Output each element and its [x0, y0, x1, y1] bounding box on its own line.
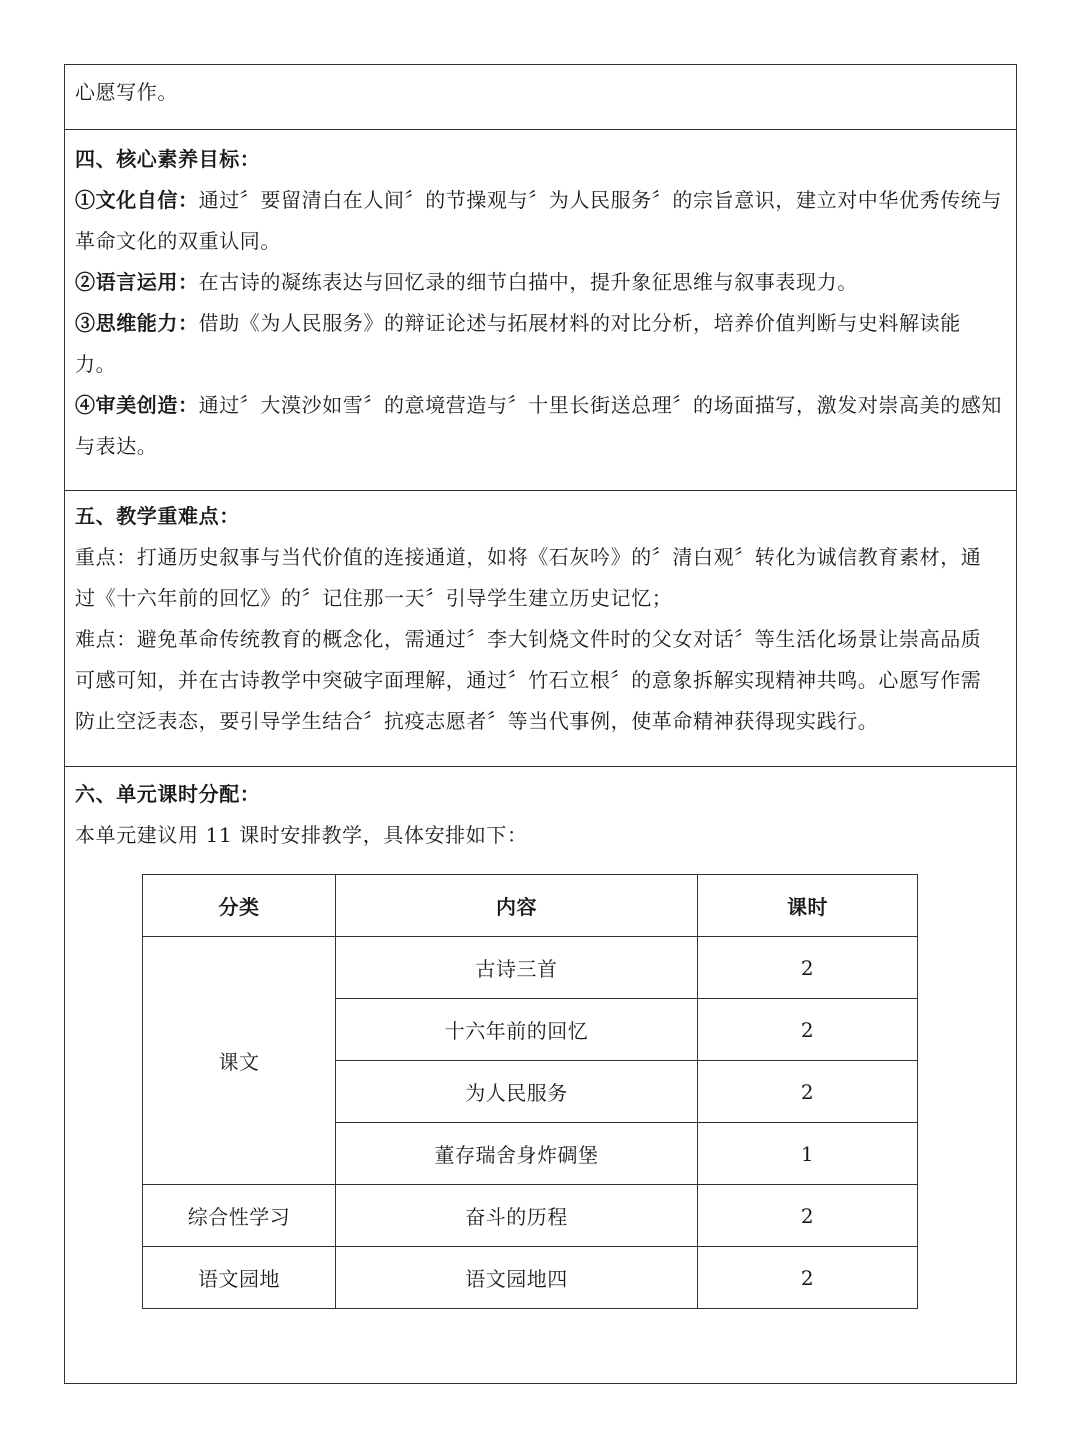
difficulty-line-2: 可感可知，并在古诗教学中突破字面理解，通过〞竹石立根〞的意象拆解实现精神共鸣。心愿写作需 — [75, 668, 982, 692]
goal-language: ②语言运用：在古诗的凝练表达与回忆录的细节白描中，提升象征思维与叙事表现力。 — [75, 270, 858, 294]
table-row — [143, 1247, 918, 1309]
table-row — [143, 1185, 918, 1247]
section-4 — [65, 130, 1016, 491]
header-content: 内容 — [336, 875, 698, 937]
section-5-heading: 五、教学重难点： — [75, 504, 240, 528]
hours-cell: 2 — [698, 999, 918, 1061]
section-4-heading: 四、核心素养目标： — [75, 147, 261, 171]
category-cell: 综合性学习 — [143, 1185, 336, 1247]
content-cell: 十六年前的回忆 — [336, 999, 698, 1061]
goal-culture: ①文化自信：通过〞要留清白在人间〞的节操观与〞为人民服务〞的宗旨意识，建立对中华优秀传统与 — [75, 188, 1003, 212]
goal-aesthetic-cont: 与表达。 — [75, 434, 158, 458]
section-6-intro: 本单元建议用 11 课时安排教学，具体安排如下： — [75, 823, 528, 847]
hours-cell: 1 — [698, 1123, 918, 1185]
content-cell: 董存瑞舍身炸碉堡 — [336, 1123, 698, 1185]
hours-cell: 2 — [698, 1061, 918, 1123]
table-row — [143, 937, 918, 999]
content-cell: 为人民服务 — [336, 1061, 698, 1123]
document-table — [64, 64, 1017, 1384]
table-header-row — [143, 875, 918, 937]
difficulty-line-3: 防止空泛表态，要引导学生结合〞抗疫志愿者〞等当代事例，使革命精神获得现实践行。 — [75, 709, 879, 733]
section-5 — [65, 491, 1016, 767]
section-6 — [65, 767, 1016, 1383]
goal-thinking-cont: 力。 — [75, 352, 117, 376]
category-cell: 语文园地 — [143, 1247, 336, 1309]
content-cell: 奋斗的历程 — [336, 1185, 698, 1247]
category-cell: 课文 — [143, 937, 336, 1185]
hours-cell: 2 — [698, 1247, 918, 1309]
content-cell: 语文园地四 — [336, 1247, 698, 1309]
key-point-line-2: 过《十六年前的回忆》的〞记住那一天〞引导学生建立历史记忆； — [75, 586, 673, 610]
hours-cell: 2 — [698, 1185, 918, 1247]
content-cell: 古诗三首 — [336, 937, 698, 999]
difficulty-line-1: 难点：避免革命传统教育的概念化，需通过〞李大钊烧文件时的父女对话〞等生活化场景让崇高品质 — [75, 627, 982, 651]
goal-aesthetic: ④审美创造：通过〞大漠沙如雪〞的意境营造与〞十里长街送总理〞的场面描写，激发对崇高美的感知 — [75, 393, 1003, 417]
header-hours: 课时 — [698, 875, 918, 937]
hours-cell: 2 — [698, 937, 918, 999]
section-6-heading: 六、单元课时分配： — [75, 782, 261, 806]
header-category: 分类 — [143, 875, 336, 937]
key-point-line-1: 重点：打通历史叙事与当代价值的连接通道，如将《石灰吟》的〞清白观〞转化为诚信教育素材，通 — [75, 545, 982, 569]
goal-culture-cont: 革命文化的双重认同。 — [75, 229, 281, 253]
top-text: 心愿写作。 — [75, 80, 178, 104]
schedule-table — [142, 874, 918, 1309]
goal-thinking: ③思维能力：借助《为人民服务》的辩证论述与拓展材料的对比分析，培养价值判断与史料解读能 — [75, 311, 961, 335]
section-top — [65, 65, 1016, 130]
